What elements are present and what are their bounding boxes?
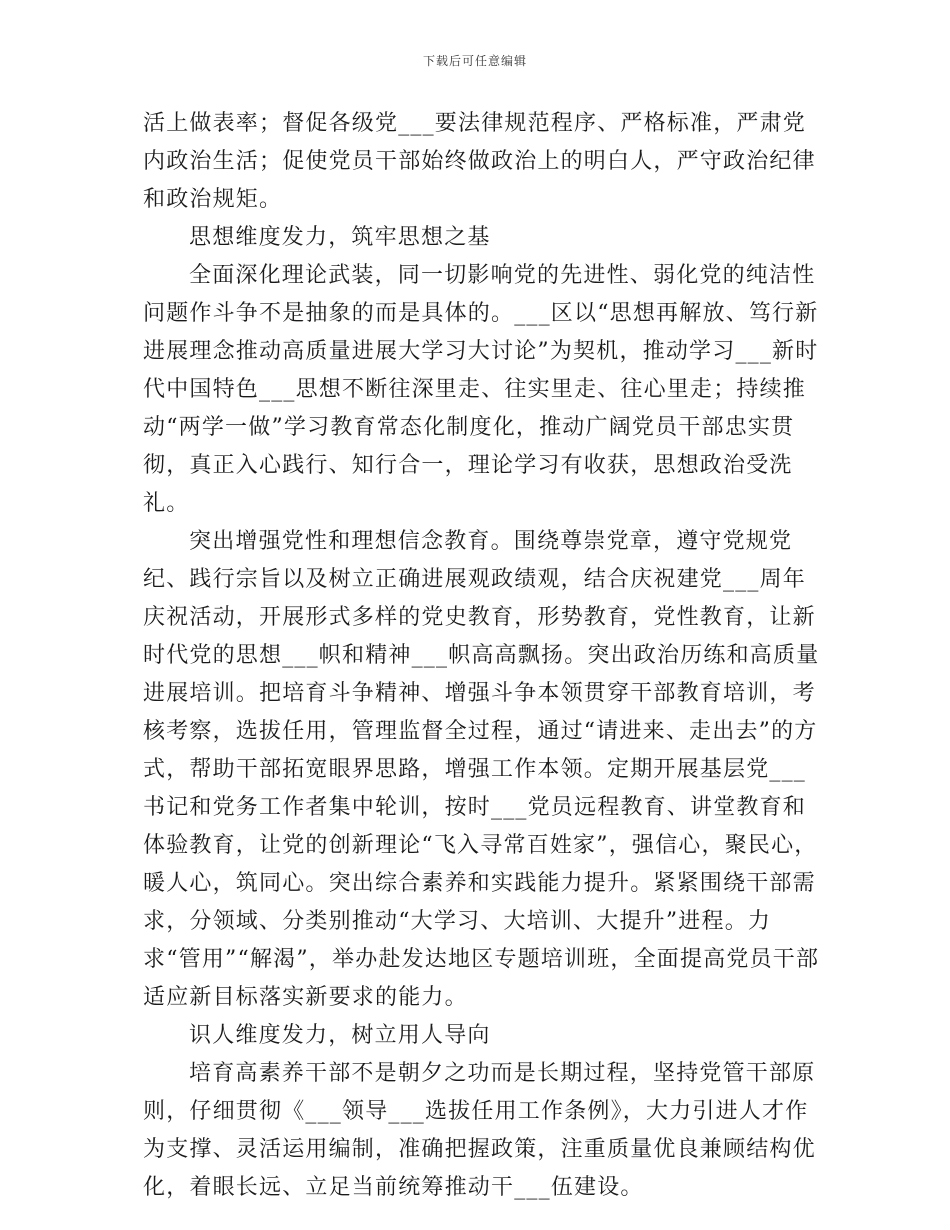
document-body	[143, 105, 823, 1207]
page-header: 下载后可任意编辑	[422, 54, 527, 68]
paragraph-party-education: 突出增强党性和理想信念教育。围绕尊崇党章，遵守党规党纪、践行宗旨以及树立正确进展观政绩观，结合庆祝建党___周年庆祝活动，开展形式多样的党史教育，形势教育，党性教育，让新时代党的思想___帜和精神___帜高高飘扬。突出政治历练和高质量进展培训。把培育斗争精神、增强斗争本领贯穿干部教育培训，考核考察，选拔任用，管理监督全过程，通过“请进来、走出去”的方式，帮助干部拓宽眼界思路，增强工作本领。定期开展基层党___书记和党务工作者集中轮训，按时___党员远程教育、讲堂教育和体验教育，让党的创新理论“飞入寻常百姓家”，强信心，聚民心，暖人心，筑同心。突出综合素养和实践能力提升。紧紧围绕干部需求，分领域、分类别推动“大学习、大培训、大提升”进程。力求“管用”“解渴”，举办赴发达地区专题培训班，全面提高党员干部适应新目标落实新要求的能力。	[143, 529, 820, 1010]
paragraph-theory-armament: 全面深化理论武装，同一切影响党的先进性、弱化党的纯洁性问题作斗争不是抽象的而是具体的。___区以“思想再解放、笃行新进展理念推动高质量进展大学习大讨论”为契机，推动学习___新时代中国特色___思想不断往深里走、往实里走、往心里走；持续推动“两学一做”学习教育常态化制度化，推动广阔党员干部忠实贯彻，真正入心践行、知行合一，理论学习有收获，思想政治受洗礼。	[143, 263, 819, 516]
section-heading-personnel: 识人维度发力，树立用人导向	[189, 1023, 491, 1048]
paragraph-cadre-training: 培育高素养干部不是朝夕之功而是长期过程，坚持党管干部原则，仔细贯彻《___领导___选拔任用工作条例》，大力引进人才作为支撑、灵活运用编制，准确把握政策，注重质量优良兼顾结构优化，着眼长远、立足当前统筹推动干___伍建设。	[143, 1061, 816, 1200]
paragraph-continuation: 活上做表率；督促各级党___要法律规范程序、严格标准，严肃党内政治生活；促使党员干部始终做政治上的明白人，严守政治纪律和政治规矩。	[143, 111, 816, 212]
section-heading-ideology: 思想维度发力，筑牢思想之基	[189, 225, 491, 250]
